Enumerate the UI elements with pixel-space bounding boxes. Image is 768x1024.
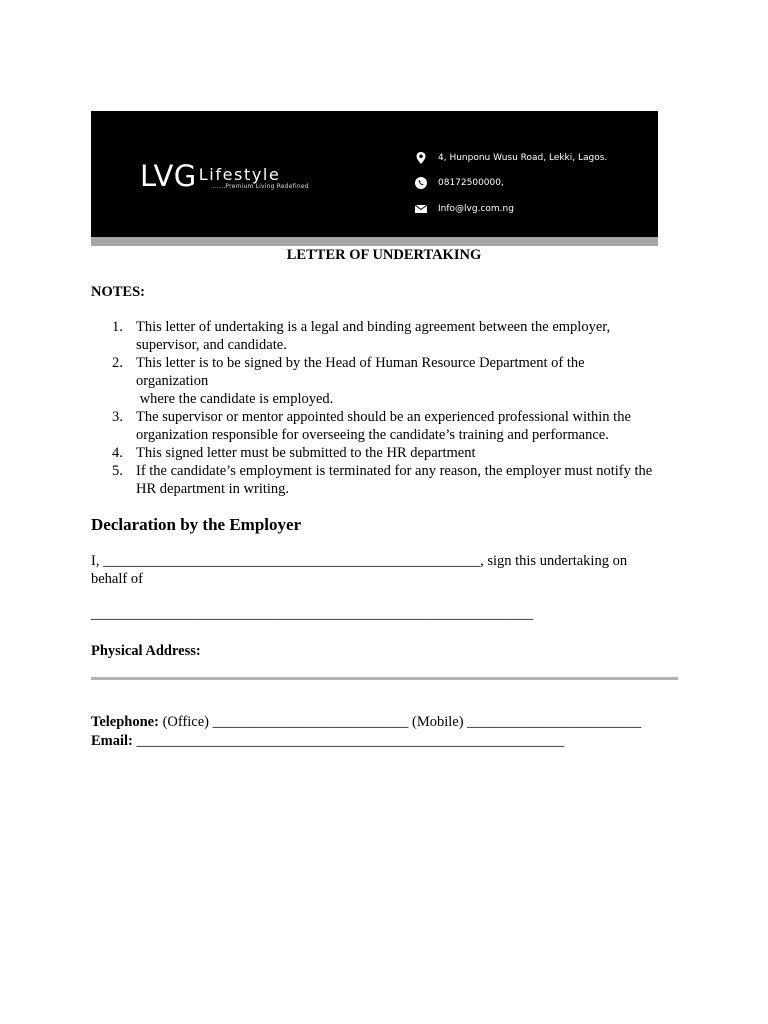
telephone-row bbox=[91, 713, 641, 731]
email-text: Info@lvg.com.ng bbox=[438, 204, 514, 214]
company-logo bbox=[140, 161, 309, 191]
telephone-label: Telephone: bbox=[91, 714, 159, 730]
mail-icon bbox=[414, 202, 428, 216]
declaration-line-1: I, ____________________________________________________, sign this undertaking on bbox=[91, 553, 628, 569]
contact-email bbox=[414, 202, 514, 216]
logo-tagline: ......Premium Living Redefined bbox=[212, 183, 309, 190]
contact-phone bbox=[414, 176, 504, 190]
letterhead-banner bbox=[91, 111, 658, 237]
declaration-line-2: behalf of bbox=[91, 571, 143, 587]
email-blank: ___________________________________________________________ bbox=[132, 733, 565, 749]
logo-sub-text: Lifestyle bbox=[198, 165, 281, 184]
telephone-blanks: (Office) ___________________________ (Mobile) ________________________ bbox=[158, 714, 642, 730]
list-item: 2. This letter is to be signed by the Head of Human Resource Department of the organization where the candidate is employed. bbox=[112, 355, 585, 407]
address-text: 4, Hunponu Wusu Road, Lekki, Lagos. bbox=[438, 153, 608, 163]
company-name-blank: _____________________________________________________________ bbox=[91, 606, 534, 622]
list-item: 5. If the candidate’s employment is terminated for any reason, the employer must notify the HR department in writing. bbox=[112, 463, 653, 497]
list-item: 1. This letter of undertaking is a legal and binding agreement between the employer, supervisor, and candidate. bbox=[112, 319, 611, 353]
contact-address bbox=[414, 151, 607, 165]
declaration-statement bbox=[91, 552, 691, 588]
document-title: LETTER OF UNDERTAKING bbox=[286, 247, 482, 263]
notes-list bbox=[91, 318, 691, 498]
notes-heading: NOTES: bbox=[91, 284, 145, 300]
address-rule bbox=[91, 677, 678, 680]
list-item: 4. This signed letter must be submitted to the HR department bbox=[112, 445, 476, 461]
email-row bbox=[91, 732, 564, 750]
email-label: Email: bbox=[91, 733, 133, 749]
physical-address-label: Physical Address: bbox=[91, 643, 201, 659]
list-item: 3. The supervisor or mentor appointed should be an experienced professional within the organization responsible for overseeing the candidate’s training and performance. bbox=[112, 409, 631, 443]
phone-icon bbox=[414, 176, 428, 190]
logo-main-text: LVG bbox=[140, 159, 197, 193]
location-pin-icon bbox=[414, 151, 428, 165]
declaration-heading: Declaration by the Employer bbox=[91, 515, 302, 534]
phone-text: 08172500000, bbox=[438, 178, 504, 188]
